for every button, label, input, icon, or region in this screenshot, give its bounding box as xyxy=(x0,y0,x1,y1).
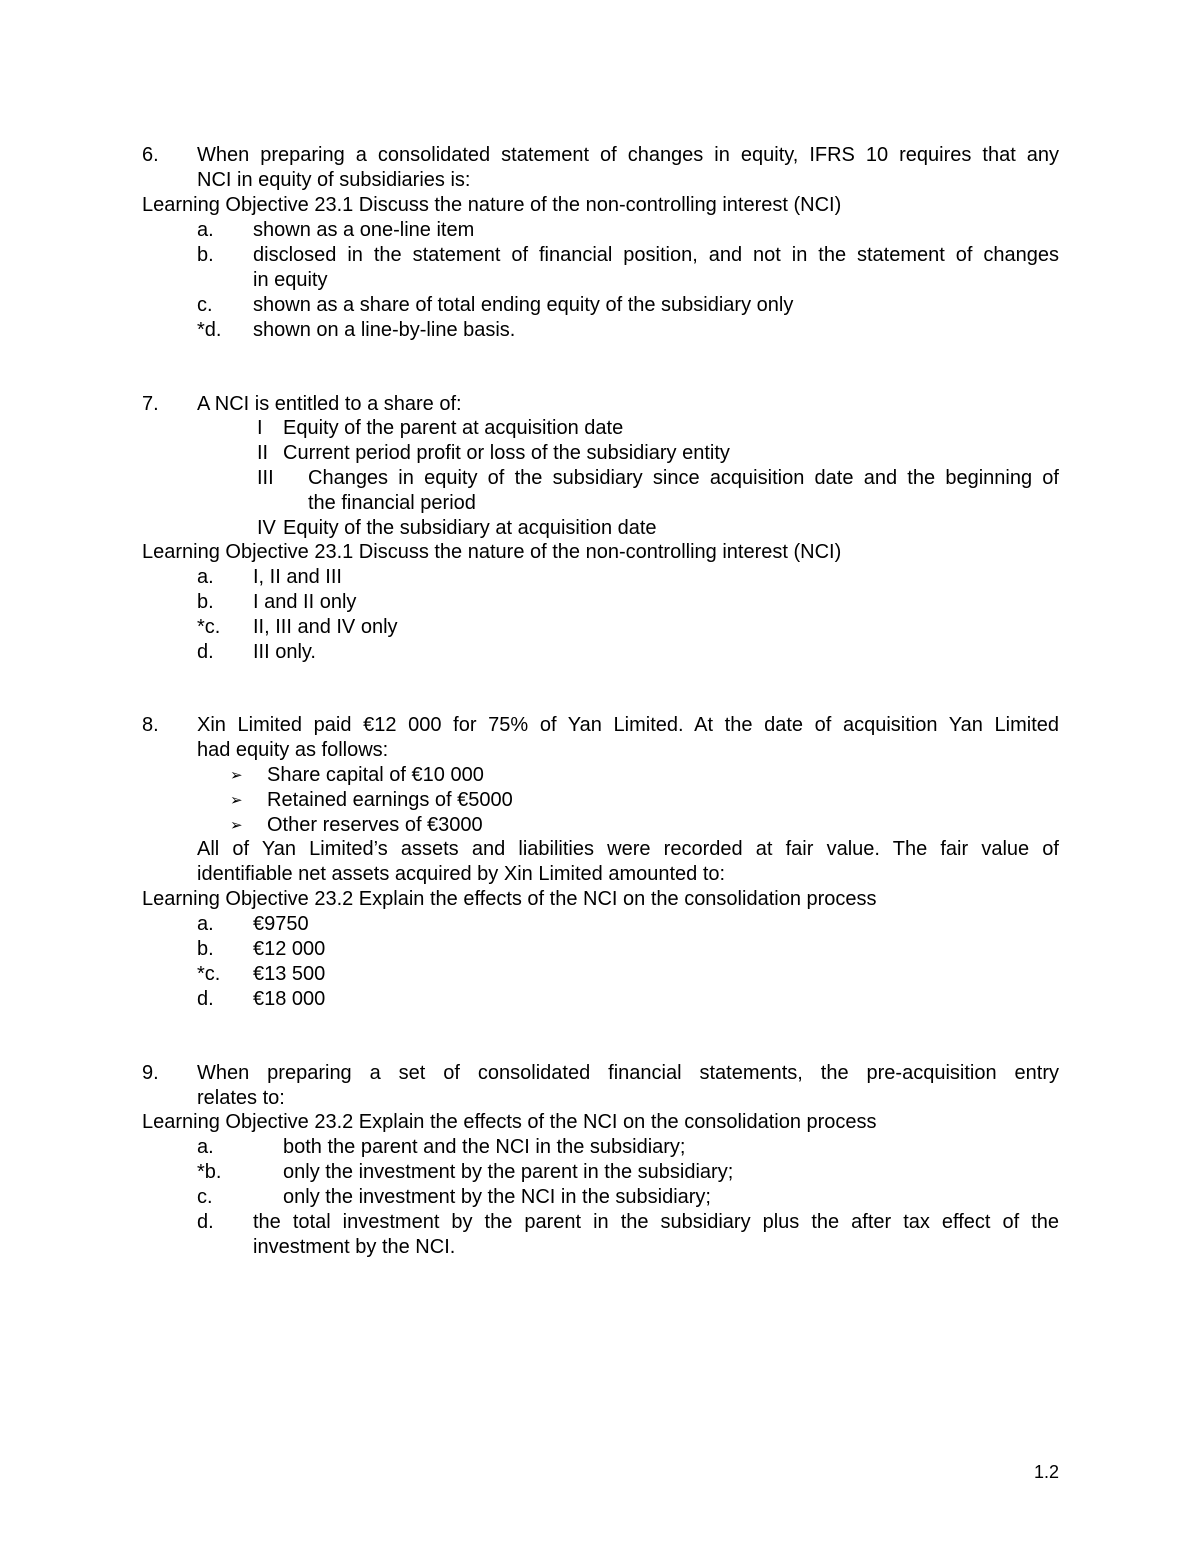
roman-numeral: II xyxy=(257,442,269,464)
question-stem-line: NCI in equity of subsidiaries is: xyxy=(197,169,471,191)
option-letter: a. xyxy=(197,566,214,588)
option-letter: *c. xyxy=(197,616,221,638)
question-number: 8. xyxy=(142,714,159,736)
option-letter: b. xyxy=(197,244,214,266)
roman-numeral: III xyxy=(257,467,274,489)
arrow-bullet-icon: ➢ xyxy=(230,792,243,809)
option-text: shown as a one-line item xyxy=(253,219,475,241)
learning-objective: Learning Objective 23.2 Explain the effects of the NCI on the consolidation process xyxy=(142,1111,877,1133)
question-stem-line: relates to: xyxy=(197,1087,285,1109)
option-letter: c. xyxy=(197,1186,213,1208)
question-stem-line: identifiable net assets acquired by Xin Limited amounted to: xyxy=(197,863,726,885)
option-text: I, II and III xyxy=(253,566,342,588)
question-number: 9. xyxy=(142,1062,159,1084)
option-text: in equity xyxy=(253,269,328,291)
learning-objective: Learning Objective 23.1 Discuss the nature of the non-controlling interest (NCI) xyxy=(142,194,842,216)
option-letter: a. xyxy=(197,1136,214,1158)
option-text: €12 000 xyxy=(253,938,326,960)
option-letter: a. xyxy=(197,913,214,935)
question-stem-line: Xin Limited paid €12 000 for 75% of Yan Limited. At the date of acquisition Yan Limited xyxy=(197,714,1059,736)
question-stem-line: All of Yan Limited’s assets and liabilities were recorded at fair value. The fair value of xyxy=(197,838,1059,860)
roman-numeral: I xyxy=(257,417,263,439)
option-letter: c. xyxy=(197,294,213,316)
page-number: 1.2 xyxy=(1034,1462,1060,1482)
option-letter: a. xyxy=(197,219,214,241)
item-text: Equity of the parent at acquisition date xyxy=(283,417,624,439)
option-text: II, III and IV only xyxy=(253,616,398,638)
option-text: shown on a line-by-line basis. xyxy=(253,319,516,341)
bullet-text: Share capital of €10 000 xyxy=(267,764,484,786)
option-letter: b. xyxy=(197,938,214,960)
question-stem-line: A NCI is entitled to a share of: xyxy=(197,393,462,415)
option-letter: *c. xyxy=(197,963,221,985)
option-text: both the parent and the NCI in the subsidiary; xyxy=(283,1136,686,1158)
item-text: Changes in equity of the subsidiary since acquisition date and the beginning of xyxy=(308,467,1059,489)
option-text: €9750 xyxy=(253,913,309,935)
bullet-text: Retained earnings of €5000 xyxy=(267,789,513,811)
arrow-bullet-icon: ➢ xyxy=(230,817,243,834)
option-text: investment by the NCI. xyxy=(253,1236,456,1258)
option-text: €18 000 xyxy=(253,988,326,1010)
question-number: 7. xyxy=(142,393,159,415)
roman-numeral: IV xyxy=(257,517,276,539)
option-text: only the investment by the parent in the subsidiary; xyxy=(283,1161,734,1183)
option-text: III only. xyxy=(253,641,316,663)
option-letter: b. xyxy=(197,591,214,613)
option-letter: d. xyxy=(197,641,214,663)
option-text: only the investment by the NCI in the subsidiary; xyxy=(283,1186,711,1208)
option-text: the total investment by the parent in the subsidiary plus the after tax effect of the xyxy=(253,1211,1059,1233)
option-text: I and II only xyxy=(253,591,357,613)
option-letter: d. xyxy=(197,988,214,1010)
option-letter: d. xyxy=(197,1211,214,1233)
item-text: the financial period xyxy=(308,492,476,514)
question-number: 6. xyxy=(142,144,159,166)
option-letter: *b. xyxy=(197,1161,222,1183)
question-stem-line: had equity as follows: xyxy=(197,739,389,761)
option-text: shown as a share of total ending equity of the subsidiary only xyxy=(253,294,794,316)
question-stem-line: When preparing a set of consolidated financial statements, the pre-acquisition entry xyxy=(197,1062,1059,1084)
learning-objective: Learning Objective 23.1 Discuss the nature of the non-controlling interest (NCI) xyxy=(142,541,842,563)
question-stem-line: When preparing a consolidated statement of changes in equity, IFRS 10 requires that any xyxy=(197,144,1059,166)
item-text: Current period profit or loss of the subsidiary entity xyxy=(283,442,730,464)
option-text: €13 500 xyxy=(253,963,326,985)
option-text: disclosed in the statement of financial position, and not in the statement of changes xyxy=(253,244,1059,266)
bullet-text: Other reserves of €3000 xyxy=(267,814,483,836)
arrow-bullet-icon: ➢ xyxy=(230,767,243,784)
learning-objective: Learning Objective 23.2 Explain the effects of the NCI on the consolidation process xyxy=(142,888,877,910)
option-letter: *d. xyxy=(197,319,222,341)
item-text: Equity of the subsidiary at acquisition date xyxy=(283,517,657,539)
